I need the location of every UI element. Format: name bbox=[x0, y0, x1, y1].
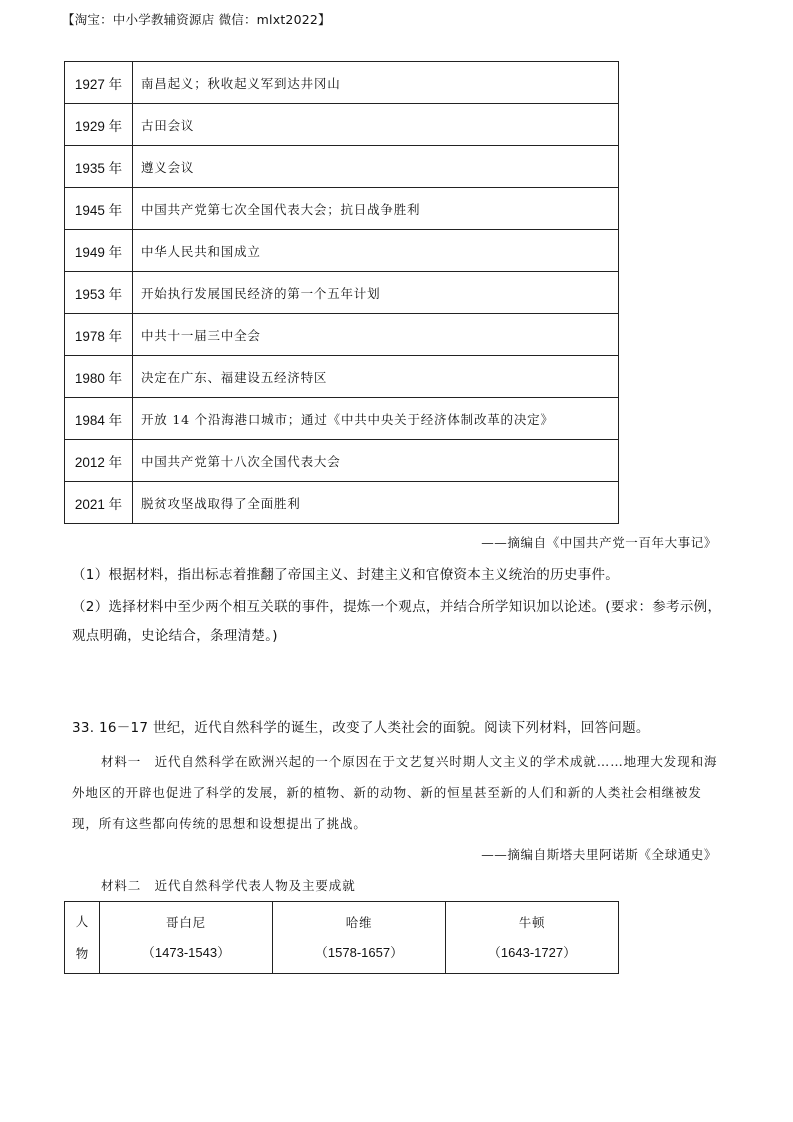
material-2-title: 材料二 近代自然科学代表人物及主要成就 bbox=[101, 878, 356, 893]
question-2: （2）选择材料中至少两个相互关联的事件，提炼一个观点，并结合所学知识加以论述。(要求：参考示例，观点明确，史论结合，条理清楚。) bbox=[72, 599, 722, 644]
scientists-table bbox=[64, 901, 619, 974]
event-cell: 中共十一届三中全会 bbox=[133, 314, 619, 356]
row-header-cell bbox=[65, 902, 100, 974]
table-row bbox=[65, 272, 619, 314]
material-1-text: 材料一 近代自然科学在欧洲兴起的一个原因在于文艺复兴时期人文主义的学术成就……地理大发现和海外地区的开辟也促进了科学的发展，新的植物、新的动物、新的恒星甚至新的人们和新的人类社会相继被发现，所有这些都向传统的思想和设想提出了挑战。 bbox=[72, 754, 718, 831]
year-cell: 2012 年 bbox=[65, 440, 133, 482]
event-cell: 南昌起义；秋收起义军到达井冈山 bbox=[133, 62, 619, 104]
year-cell: 1945 年 bbox=[65, 188, 133, 230]
event-cell: 遵义会议 bbox=[133, 146, 619, 188]
table-row bbox=[65, 188, 619, 230]
scientist-years: （1578-1657） bbox=[314, 944, 404, 960]
material-1-source-citation: ——摘编自斯塔夫里阿诺斯《全球通史》 bbox=[481, 847, 717, 862]
scientist-cell bbox=[446, 902, 619, 974]
table-row bbox=[65, 902, 619, 974]
year-cell: 1929 年 bbox=[65, 104, 133, 146]
table-row bbox=[65, 230, 619, 272]
table-row bbox=[65, 62, 619, 104]
table-row bbox=[65, 314, 619, 356]
scientist-cell bbox=[273, 902, 446, 974]
question-33-title: 33. 16－17 世纪，近代自然科学的诞生，改变了人类社会的面貌。阅读下列材料，回答问题。 bbox=[72, 720, 650, 736]
scientist-years: （1473-1543） bbox=[141, 944, 231, 960]
year-cell: 1927 年 bbox=[65, 62, 133, 104]
watermark-header: 【淘宝：中小学教辅资源店 微信：mlxt2022】 bbox=[62, 12, 331, 27]
table-row bbox=[65, 356, 619, 398]
scientist-years: （1643-1727） bbox=[487, 944, 577, 960]
table-row bbox=[65, 440, 619, 482]
row-header-bottom: 物 bbox=[75, 945, 89, 961]
event-cell: 中国共产党第七次全国代表大会；抗日战争胜利 bbox=[133, 188, 619, 230]
event-cell: 脱贫攻坚战取得了全面胜利 bbox=[133, 482, 619, 524]
row-header-top: 人 bbox=[75, 913, 89, 929]
scientist-cell bbox=[100, 902, 273, 974]
year-cell: 1935 年 bbox=[65, 146, 133, 188]
table-row bbox=[65, 398, 619, 440]
event-cell: 中国共产党第十八次全国代表大会 bbox=[133, 440, 619, 482]
table-row bbox=[65, 146, 619, 188]
events-source-citation: ——摘编自《中国共产党一百年大事记》 bbox=[481, 535, 717, 550]
year-cell: 1978 年 bbox=[65, 314, 133, 356]
scientist-name: 牛顿 bbox=[518, 914, 546, 930]
table-row bbox=[65, 482, 619, 524]
event-cell: 开始执行发展国民经济的第一个五年计划 bbox=[133, 272, 619, 314]
question-1: （1）根据材料，指出标志着推翻了帝国主义、封建主义和官僚资本主义统治的历史事件。 bbox=[72, 567, 620, 583]
event-cell: 决定在广东、福建设五经济特区 bbox=[133, 356, 619, 398]
year-cell: 1953 年 bbox=[65, 272, 133, 314]
event-cell: 开放 14 个沿海港口城市；通过《中共中央关于经济体制改革的决定》 bbox=[133, 398, 619, 440]
year-cell: 1980 年 bbox=[65, 356, 133, 398]
year-cell: 1949 年 bbox=[65, 230, 133, 272]
scientist-name: 哥白尼 bbox=[166, 914, 206, 930]
table-row bbox=[65, 104, 619, 146]
event-cell: 中华人民共和国成立 bbox=[133, 230, 619, 272]
year-cell: 1984 年 bbox=[65, 398, 133, 440]
event-cell: 古田会议 bbox=[133, 104, 619, 146]
year-cell: 2021 年 bbox=[65, 482, 133, 524]
scientist-name: 哈维 bbox=[345, 914, 373, 930]
events-table bbox=[64, 61, 619, 524]
